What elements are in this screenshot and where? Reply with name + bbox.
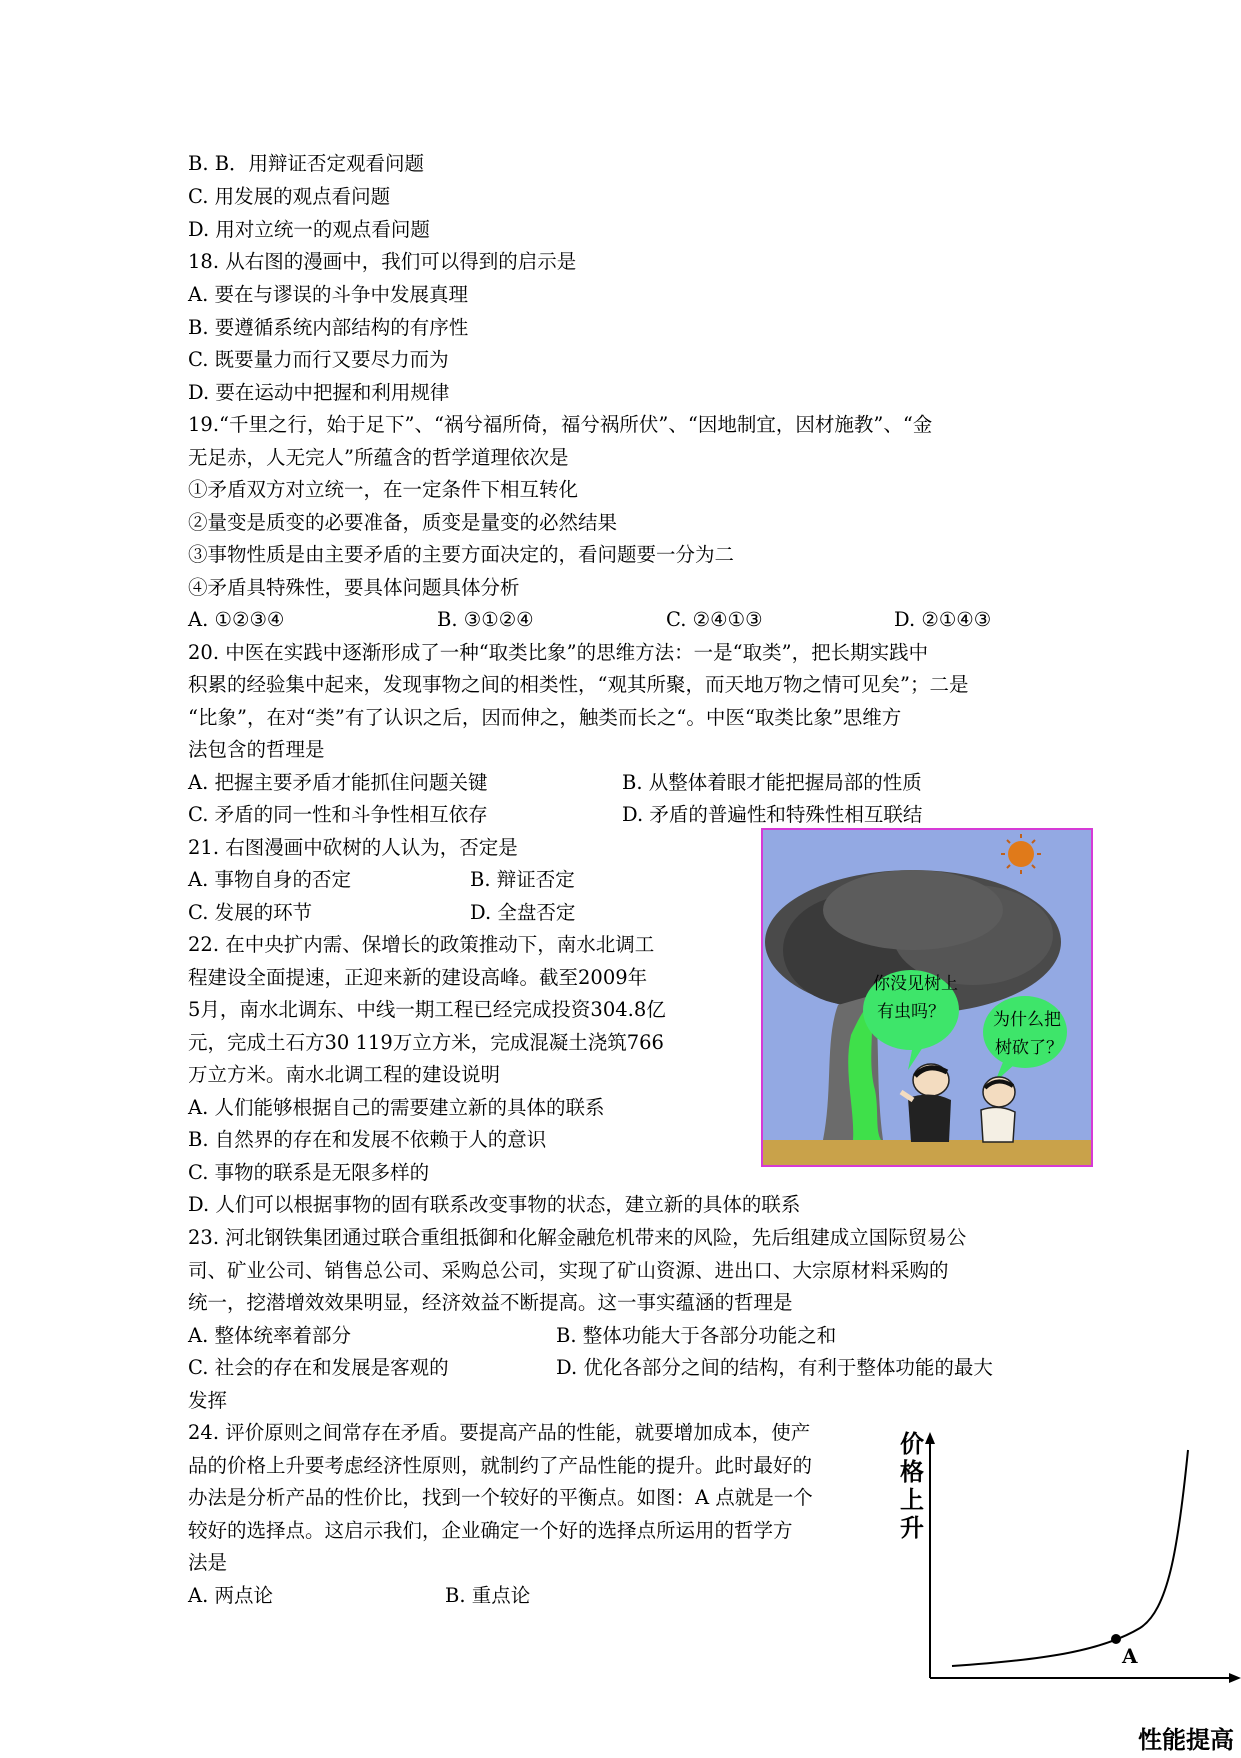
asking-man-figure: [981, 1077, 1015, 1142]
q20-stem-line4: 法包含的哲理是: [188, 738, 325, 761]
x-axis-label: 性能提高: [1138, 1726, 1234, 1754]
q18-option-b: B. 要遵循系统内部结构的有序性: [188, 316, 469, 339]
q23-option-b: B. 整体功能大于各部分功能之和: [556, 1324, 837, 1347]
q23-option-d: D. 优化各部分之间的结构，有利于整体功能的最大: [556, 1356, 993, 1379]
q22-option-b: B. 自然界的存在和发展不依赖于人的意识: [188, 1128, 547, 1151]
q23-stem-line3: 统一，挖潜增效效果明显，经济效益不断提高。这一事实蕴涵的哲理是: [188, 1291, 793, 1314]
q24-option-a: A. 两点论: [188, 1584, 273, 1607]
bubble-left-line2: 有虫吗？: [877, 1002, 945, 1022]
q24-stem-line1: 24. 评价原则之间常存在矛盾。要提高产品的性能，就要增加成本，使产: [188, 1421, 811, 1444]
bubble-left-line1: 你没见树上: [873, 974, 958, 994]
q18-option-a: A. 要在与谬误的斗争中发展真理: [188, 283, 468, 306]
q22-stem-line5: 万立方米。南水北调工程的建设说明: [188, 1063, 501, 1086]
bubble-right-line1: 为什么把: [993, 1010, 1061, 1030]
q20-option-d: D. 矛盾的普遍性和特殊性相互联结: [622, 803, 923, 826]
q20-stem-line1: 20. 中医在实践中逐渐形成了一种“取类比象”的思维方法：一是“取类”，把长期实践中: [188, 641, 929, 664]
q21-option-a: A. 事物自身的否定: [188, 868, 351, 891]
q23-option-a: A. 整体统率着部分: [188, 1324, 351, 1347]
q21-option-d: D. 全盘否定: [470, 901, 576, 924]
q22-stem-line3: 5月，南水北调东、中线一期工程已经完成投资304.8亿: [188, 998, 666, 1021]
q20-option-b: B. 从整体着眼才能把握局部的性质: [622, 771, 922, 794]
q18-stem: 18. 从右图的漫画中，我们可以得到的启示是: [188, 250, 577, 273]
curve-graph: [900, 1430, 1241, 1754]
q20-option-a: A. 把握主要矛盾才能抓住问题关键: [188, 771, 488, 794]
q19-item-3: ③事物性质是由主要矛盾的主要方面决定的，看问题要一分为二: [188, 543, 735, 566]
q22-option-a: A. 人们能够根据自己的需要建立新的具体的联系: [188, 1096, 605, 1119]
q20-stem-line2: 积累的经验集中起来，发现事物之间的相类性，“观其所聚，而天地万物之情可见矣”；二是: [188, 673, 969, 696]
q19-option-c: C. ②④①③: [666, 608, 763, 631]
q21-stem: 21. 右图漫画中砍树的人认为，否定是: [188, 836, 518, 859]
point-a-marker: [1111, 1634, 1121, 1644]
q24-option-b: B. 重点论: [445, 1584, 531, 1607]
sun-icon: [1001, 834, 1041, 874]
y-axis-arrow-icon: [925, 1432, 935, 1444]
q22-stem-line4: 元，完成土石方30 119万立方米，完成混凝土浇筑766: [188, 1031, 664, 1054]
cutting-man-figure: [901, 1064, 951, 1142]
q18-option-c: C. 既要量力而行又要尽力而为: [188, 348, 449, 371]
price-performance-figure: [900, 1430, 1241, 1754]
q23-stem-line2: 司、矿业公司、销售总公司、采购总公司，实现了矿山资源、进出口、大宗原材料采购的: [188, 1259, 949, 1282]
q22-stem-line1: 22. 在中央扩内需、保增长的政策推动下，南水北调工: [188, 933, 655, 956]
q22-option-d: D. 人们可以根据事物的固有联系改变事物的状态，建立新的具体的联系: [188, 1193, 801, 1216]
q24-stem-line2: 品的价格上升要考虑经济性原则，就制约了产品性能的提升。此时最好的: [188, 1454, 813, 1477]
q19-stem-line2: 无足赤，人无完人”所蕴含的哲学道理依次是: [188, 446, 569, 469]
q21-option-c: C. 发展的环节: [188, 901, 313, 924]
q24-stem-line4: 较好的选择点。这启示我们，企业确定一个好的选择点所运用的哲学方: [188, 1519, 793, 1542]
q23-option-c: C. 社会的存在和发展是客观的: [188, 1356, 449, 1379]
q19-item-4: ④矛盾具特殊性，要具体问题具体分析: [188, 576, 520, 599]
q19-option-b: B. ③①②④: [437, 608, 534, 631]
bubble-right-line2: 树砍了？: [995, 1038, 1063, 1058]
q19-item-1: ①矛盾双方对立统一，在一定条件下相互转化: [188, 478, 579, 501]
tree-cutting-cartoon: [761, 828, 1093, 1167]
price-curve: [952, 1450, 1188, 1666]
q20-option-c: C. 矛盾的同一性和斗争性相互依存: [188, 803, 488, 826]
q17-option-d: D. 用对立统一的观点看问题: [188, 218, 430, 241]
q20-stem-line3: “比象”，在对“类”有了认识之后，因而伸之，触类而长之“。中医“取类比象”思维方: [188, 706, 902, 729]
q22-stem-line2: 程建设全面提速，正迎来新的建设高峰。截至2009年: [188, 966, 648, 989]
q24-stem-line5: 法是: [188, 1551, 228, 1574]
q21-option-b: B. 辩证否定: [470, 868, 575, 891]
q18-option-d: D. 要在运动中把握和利用规律: [188, 381, 450, 404]
y-axis-label: 价格上升: [900, 1430, 924, 1542]
x-axis-arrow-icon: [1229, 1673, 1241, 1683]
q19-option-a: A. ①②③④: [188, 608, 285, 631]
q19-item-2: ②量变是质变的必要准备，质变是量变的必然结果: [188, 511, 618, 534]
q19-option-d: D. ②①④③: [894, 608, 992, 631]
q17-option-b: B. B．用辩证否定观看问题: [188, 152, 425, 175]
ground: [763, 1140, 1091, 1165]
q24-stem-line3: 办法是分析产品的性价比，找到一个较好的平衡点。如图：A 点就是一个: [188, 1486, 813, 1509]
q22-option-c: C. 事物的联系是无限多样的: [188, 1161, 430, 1184]
q23-stem-line1: 23. 河北钢铁集团通过联合重组抵御和化解金融危机带来的风险，先后组建成立国际贸易公: [188, 1226, 967, 1249]
point-a-label: A: [1122, 1644, 1138, 1668]
q23-option-d-continued: 发挥: [188, 1389, 228, 1412]
q17-option-c: C. 用发展的观点看问题: [188, 185, 391, 208]
q19-stem-line1: 19.“千里之行，始于足下”、“祸兮福所倚，福兮祸所伏”、“因地制宜，因材施教”、“金: [188, 413, 933, 436]
